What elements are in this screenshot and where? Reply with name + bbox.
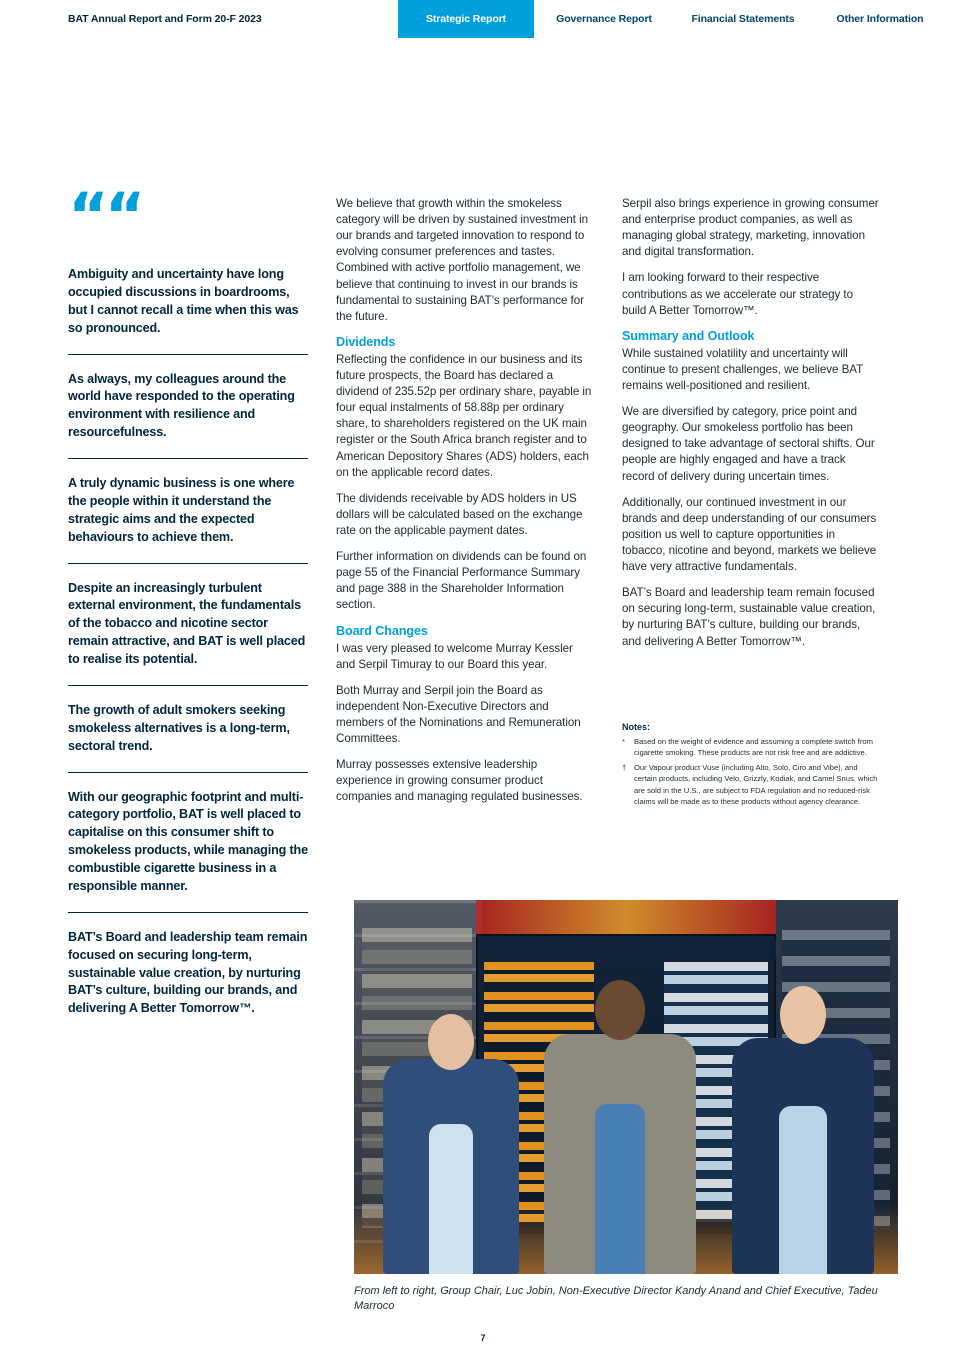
notes-title: Notes: [622,721,651,732]
photo-block [354,900,898,1314]
note-marker: * [622,736,625,746]
paragraph-serpil: Serpil also brings experience in growing consumer and enterprise product companies, as well as managing global strategy, marketing, innovation and digital transformation. [622,197,879,259]
pull-quote-4: Despite an increasingly turbulent external environment, the fundamentals of the tobacco and nicotine sector remain attractive, and BAT is well placed to realise its potential. [68,580,308,686]
photo-top-light [476,900,776,934]
note-marker: † [622,763,627,773]
notes-block [622,722,880,807]
tab-governance-report[interactable]: Governance Report [534,0,674,38]
report-title: BAT Annual Report and Form 20-F 2023 [68,13,262,25]
paragraph-dividends-3: Further information on dividends can be found on page 55 of the Financial Performance Summary and page 388 in the Shareholder Information section. [336,550,587,612]
pull-quote-3: A truly dynamic business is one where the people within it understand the strategic aims and the expected behaviours to achieve them. [68,475,308,564]
pull-quote-6: With our geographic footprint and multi-category portfolio, BAT is well placed to capitalise on this consumer shift to smokeless products, while managing the combustible cigarette business in a responsible manner. [68,789,308,913]
note-item [622,736,880,758]
paragraph-growth-smokeless: We believe that growth within the smokeless category will be driven by sustained investment in our brands and targeted innovation to respond to evolving consumer preferences and tastes. Combined with active portfolio management, we believe that continuing to invest in our brands is fundamental to sustaining BAT’s performance for the future. [336,197,589,323]
heading-summary-outlook: Summary and Outlook [622,328,755,343]
quotation-mark-icon: ““ [68,179,142,252]
pull-quote-1: Ambiguity and uncertainty have long occupied discussions in boardrooms, but I cannot recall a time when this was so pronounced. [68,266,308,355]
paragraph-board-3: Murray possesses extensive leadership experience in growing consumer product companies and managing regulated businesses. [336,758,583,804]
photo-caption: From left to right, Group Chair, Luc Jobin, Non-Executive Director Kandy Anand and Chief Executive, Tadeu Marroco [354,1285,878,1312]
person-head [428,1014,474,1070]
paragraph-summary-1: While sustained volatility and uncertainty will continue to present challenges, we believe BAT remains well-positioned and resilient. [622,346,863,392]
page-header [0,0,966,38]
note-item [622,762,880,807]
person-shirt [779,1106,827,1274]
tab-strategic-report[interactable]: Strategic Report [398,0,534,38]
pull-quote-column [68,179,308,1050]
photo-person-luc-jobin [376,1004,526,1274]
note-text: Based on the weight of evidence and assuming a complete switch from cigarette smoking. These products are not risk free and are addictive. [634,736,873,757]
paragraph-contributions: I am looking forward to their respective contributions as we accelerate our strategy to build A Better Tomorrow™. [622,271,853,317]
tab-other-information[interactable]: Other Information [812,0,948,38]
person-shirt [429,1124,473,1274]
page-number: 7 [480,1333,486,1343]
heading-dividends: Dividends [336,334,396,349]
photo-person-kandy-anand [536,974,704,1274]
paragraph-board-1: I was very pleased to welcome Murray Kessler and Serpil Timuray to our Board this year. [336,641,573,671]
person-head [780,986,826,1044]
pull-quote-2: As always, my colleagues around the world have responded to the operating environment with resilience and resourcefulness. [68,371,308,460]
paragraph-summary-3: Additionally, our continued investment in our brands and deep understanding of our consumers position us well to capture opportunities in tobacco, nicotine and beyond, markets we believe have very attractive fundamentals. [622,495,877,574]
header-spacer [262,0,398,38]
photograph-executives [354,900,898,1274]
person-head [595,980,645,1040]
tab-financial-statements[interactable]: Financial Statements [674,0,812,38]
paragraph-dividends-1: Reflecting the confidence in our business and its future prospects, the Board has declared a dividend of 235.52p per ordinary share, payable in four equal instalments of 58.88p per ordinary share, to shareholders registered on the UK main register or the South Africa branch register and to American Depository Shares (ADS) holders, each on the applicable record dates. [336,352,592,479]
person-shirt [595,1104,645,1274]
heading-board-changes: Board Changes [336,623,428,638]
note-text: Our Vapour product Vuse (including Alto, Solo, Ciro and Vibe), and certain products, including Velo, Grizzly, Kodiak, and Camel Snus, which are sold in the U.S., are subject to FDA regulation and no reduced-risk claims will be made as to these products without agency clearance. [634,763,878,806]
photo-person-tadeu-marroco [724,978,882,1274]
paragraph-board-2: Both Murray and Serpil join the Board as independent Non-Executive Directors and members of the Nominations and Remuneration Committees. [336,683,581,746]
pull-quote-5: The growth of adult smokers seeking smokeless alternatives is a long-term, sectoral trend. [68,702,308,773]
paragraph-dividends-2: The dividends receivable by ADS holders in US dollars will be calculated based on the exchange rate on the applicable payment dates. [336,491,583,537]
paragraph-summary-2: We are diversified by category, price point and geography. Our smokeless portfolio has been designed to take advantage of sectoral shifts. Our people are highly engaged and have a track record of delivery during uncertain times. [622,405,875,483]
paragraph-summary-4: BAT’s Board and leadership team remain focused on securing long-term, sustainable value creation, by nurturing BAT’s culture, building our brands, and delivering A Better Tomorrow™. [622,586,876,648]
pull-quote-7: BAT’s Board and leadership team remain focused on securing long-term, sustainable value creation, by nurturing BAT’s culture, building our brands, and delivering A Better Tomorrow™. [68,929,308,1016]
